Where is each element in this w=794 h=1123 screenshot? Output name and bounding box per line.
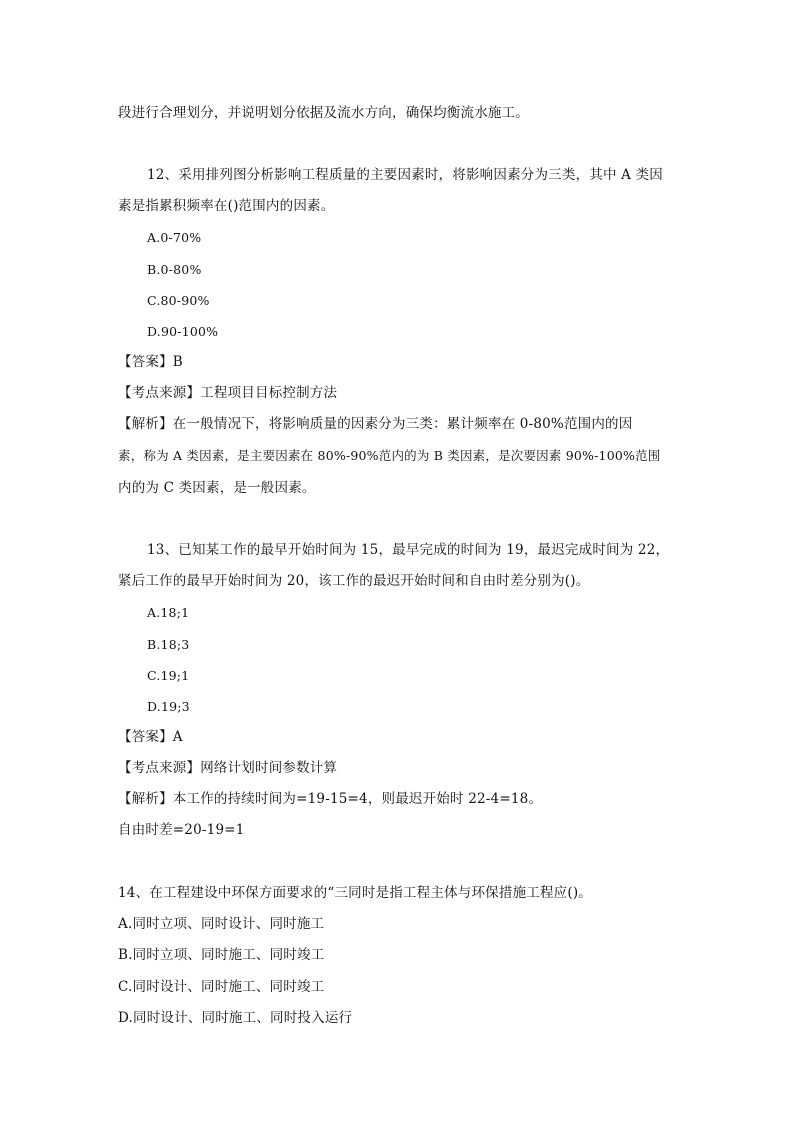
- q14-option-c: C.同时设计、同时施工、同时竣工: [118, 979, 325, 995]
- q12-stem-line-2: 素是指累积频率在()范围内的因素。: [118, 198, 335, 214]
- q13-stem-line-1: 13、已知某工作的最早开始时间为 15，最早完成的时间为 19，最迟完成时间为 22，: [147, 542, 670, 558]
- q12-stem-line-1: 12、采用排列图分析影响工程质量的主要因素时，将影响因素分为三类，其中 A 类因: [147, 167, 664, 183]
- q14-option-d: D.同时设计、同时施工、同时投入运行: [118, 1010, 353, 1026]
- q13-stem-line-2: 紧后工作的最早开始时间为 20，该工作的最迟开始时间和自由时差分别为()。: [118, 573, 590, 589]
- q13-answer: 【答案】A: [118, 729, 183, 745]
- q13-analysis-line-2: 自由时差=20-19=1: [118, 822, 245, 838]
- intro-line: 段进行合理划分，并说明划分依据及流水方向，确保均衡流水施工。: [118, 105, 529, 121]
- q12-option-a: A.0-70%: [147, 230, 202, 245]
- q14-option-a: A.同时立项、同时设计、同时施工: [118, 916, 325, 932]
- q12-source: 【考点来源】工程项目目标控制方法: [118, 385, 338, 401]
- q13-option-b: B.18;3: [147, 637, 190, 652]
- q14-option-b: B.同时立项、同时施工、同时竣工: [118, 947, 325, 963]
- q13-source: 【考点来源】网络计划时间参数计算: [118, 760, 338, 776]
- q12-answer: 【答案】B: [118, 354, 183, 370]
- q13-option-c: C.19;1: [147, 668, 190, 683]
- q14-stem: 14、在工程建设中环保方面要求的“三同时是指工程主体与环保措施工程应()。: [118, 885, 593, 901]
- q12-option-b: B.0-80%: [147, 262, 202, 277]
- q13-option-a: A.18;1: [147, 605, 190, 620]
- q12-analysis-line-1: 【解析】在一般情况下，将影响质量的因素分为三类：累计频率在 0-80%范围内的因: [118, 416, 633, 432]
- q13-option-d: D.19;3: [147, 699, 190, 714]
- q12-analysis-line-3: 内的为 C 类因素，是一般因素。: [118, 480, 316, 496]
- q12-analysis-line-2: 素，称为 A 类因素，是主要因素在 80%-90%范内的为 B 类因素，是次要因素 90%-100%范围: [118, 448, 661, 463]
- q12-option-d: D.90-100%: [147, 324, 219, 339]
- q13-analysis-line-1: 【解析】本工作的持续时间为=19-15=4，则最迟开始时 22-4=18。: [118, 791, 543, 807]
- q12-option-c: C.80-90%: [147, 293, 210, 308]
